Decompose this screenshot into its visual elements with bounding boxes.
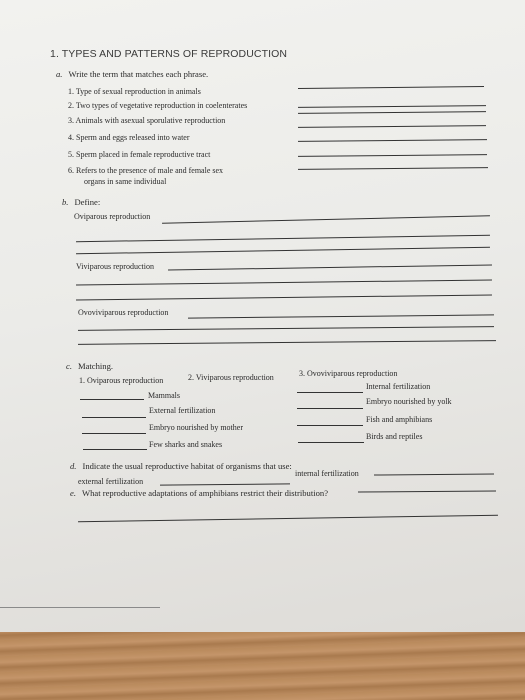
answer-line-b1a[interactable] xyxy=(162,215,490,223)
section-e-question xyxy=(70,488,328,498)
answer-line-a6[interactable] xyxy=(298,167,488,170)
match-right-4: Birds and reptiles xyxy=(366,432,423,441)
a-item-1: 1. Type of sexual reproduction in animals xyxy=(68,87,201,96)
footer-rule xyxy=(0,607,160,608)
match-right-1: Internal fertilization xyxy=(366,382,431,391)
answer-line-b2a[interactable] xyxy=(168,264,492,270)
answer-line-b2c[interactable] xyxy=(76,294,492,300)
answer-line-b3c[interactable] xyxy=(78,340,496,345)
answer-line-b2b[interactable] xyxy=(76,279,492,285)
match-blank-left-4[interactable] xyxy=(83,449,147,450)
match-blank-right-2[interactable] xyxy=(297,408,363,409)
answer-line-b3b[interactable] xyxy=(78,326,494,331)
a-item-4: 4. Sperm and eggs released into water xyxy=(68,133,190,142)
match-left-2: External fertilization xyxy=(149,406,216,415)
answer-line-e1[interactable] xyxy=(358,491,496,493)
section-b-heading xyxy=(62,197,100,207)
define-oviparous: Oviparous reproduction xyxy=(74,212,151,221)
answer-line-b1c[interactable] xyxy=(76,247,490,255)
section-d-text: Indicate the usual reproductive habitat of organisms that use: xyxy=(82,461,292,471)
section-e-text: What reproductive adaptations of amphibians restrict their distribution? xyxy=(81,488,329,498)
section-a-text: Write the term that matches each phrase. xyxy=(68,69,209,79)
match-blank-left-2[interactable] xyxy=(82,417,146,418)
define-viviparous: Viviparous reproduction xyxy=(76,262,154,271)
answer-line-a1[interactable] xyxy=(298,86,484,89)
answer-line-b3a[interactable] xyxy=(188,314,494,318)
answer-line-a4[interactable] xyxy=(298,139,487,142)
section-c-text: Matching. xyxy=(77,361,114,371)
answer-line-a5[interactable] xyxy=(298,154,487,157)
section-c-heading xyxy=(66,361,113,371)
match-left-1: Mammals xyxy=(148,391,180,400)
match-blank-right-4[interactable] xyxy=(298,442,364,443)
answer-line-a3[interactable] xyxy=(298,125,486,128)
match-blank-left-1[interactable] xyxy=(80,399,144,400)
section-a-instruction xyxy=(56,69,208,79)
matching-option-1: 1. Oviparous reproduction xyxy=(79,376,164,385)
section-a-label: a. xyxy=(56,69,63,79)
habitat-internal: internal fertilization xyxy=(295,469,359,478)
section-d-label: d. xyxy=(70,461,77,471)
matching-option-2: 2. Viviparous reproduction xyxy=(188,373,274,382)
answer-line-b1b[interactable] xyxy=(76,235,490,243)
a-item-6: 6. Refers to the presence of male and female sex xyxy=(68,166,224,175)
answer-line-e2[interactable] xyxy=(78,515,498,523)
match-left-3: Embryo nourished by mother xyxy=(149,423,243,432)
match-right-3: Fish and amphibians xyxy=(366,415,433,424)
answer-line-d1[interactable] xyxy=(160,483,290,485)
answer-line-d2[interactable] xyxy=(374,473,494,475)
match-blank-left-3[interactable] xyxy=(82,433,146,434)
page-title: 1. TYPES AND PATTERNS OF REPRODUCTION xyxy=(50,48,288,60)
a-item-3: 3. Animals with asexual sporulative reproduction xyxy=(68,116,226,125)
match-blank-right-3[interactable] xyxy=(297,425,363,426)
a-item-5: 5. Sperm placed in female reproductive tract xyxy=(68,150,211,159)
define-ovoviviparous: Ovoviviparous reproduction xyxy=(78,308,169,317)
section-d-question xyxy=(70,461,292,471)
answer-line-a2b[interactable] xyxy=(298,111,486,114)
match-right-2: Embryo nourished by yolk xyxy=(366,397,452,406)
section-c-label: c. xyxy=(66,361,72,371)
a-item-6-cont: organs in same individual xyxy=(84,177,167,186)
match-blank-right-1[interactable] xyxy=(297,392,363,393)
a-item-2: 2. Two types of vegetative reproduction in coelenterates xyxy=(68,101,248,110)
section-b-text: Define: xyxy=(74,197,101,207)
habitat-external: external fertilization xyxy=(78,477,144,486)
section-b-label: b. xyxy=(62,197,69,207)
answer-line-a2a[interactable] xyxy=(298,105,486,108)
match-left-4: Few sharks and snakes xyxy=(149,440,223,449)
section-e-label: e. xyxy=(70,488,76,498)
matching-option-3: 3. Ovoviviparous reproduction xyxy=(299,369,398,378)
